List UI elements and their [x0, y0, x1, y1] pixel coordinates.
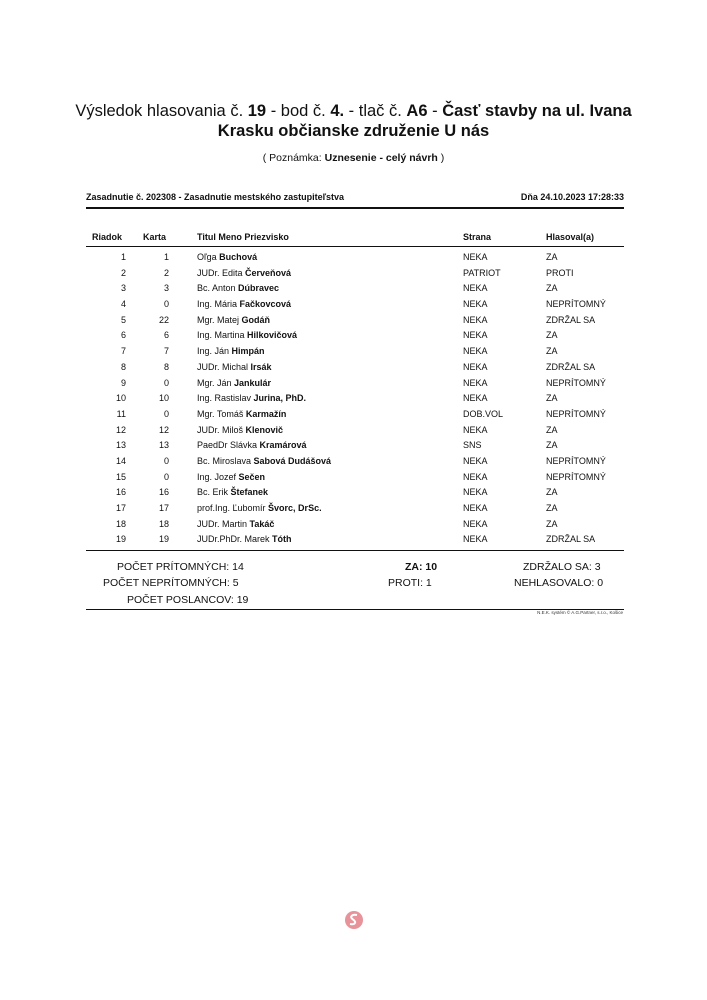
row-number: 2 [120, 267, 126, 278]
table-row [86, 344, 624, 360]
row-number: 15 [115, 471, 126, 482]
vote-number: 19 [247, 102, 267, 120]
row-number: 3 [120, 283, 126, 294]
party: NEKA [463, 518, 488, 529]
table-row [86, 485, 624, 501]
card-number: 0 [163, 471, 169, 482]
row-number: 18 [115, 518, 126, 529]
party: NEKA [463, 330, 488, 341]
member-title-first-name: Ing. Ján [197, 346, 232, 357]
row-number: 10 [115, 393, 126, 404]
vote-result: ZDRŽAL SA [546, 534, 596, 545]
vote-result: ZA [546, 330, 558, 341]
member-surname: Kramárová [259, 440, 307, 451]
member-title-first-name: JUDr. Martin [197, 518, 250, 529]
vote-result: NEPRÍTOMNÝ [546, 471, 606, 482]
vote-result: PROTI [546, 267, 574, 278]
note-value: Uznesenie - celý návrh [324, 152, 438, 164]
member-title-first-name: Bc. Erik [197, 487, 231, 498]
member-name [197, 534, 292, 544]
card-number: 22 [158, 314, 169, 325]
table-row [86, 391, 624, 407]
member-title-first-name: Ing. Mária [197, 299, 240, 310]
table-row [86, 266, 624, 282]
member-surname: Červeňová [245, 267, 292, 278]
header-party: Strana [463, 232, 492, 242]
member-name [197, 346, 265, 356]
table-row [86, 454, 624, 470]
title-text: Výsledok hlasovania č. [75, 102, 248, 120]
table-row [86, 407, 624, 423]
card-number: 0 [163, 455, 169, 466]
member-name [197, 440, 307, 450]
session-info [86, 192, 624, 202]
member-surname: Fačkovcová [239, 299, 292, 310]
party: NEKA [463, 377, 488, 388]
member-name [197, 252, 257, 262]
table-row [86, 250, 624, 266]
card-number: 1 [163, 252, 169, 262]
member-name [197, 330, 297, 340]
party: NEKA [463, 471, 488, 482]
city-logo-icon [344, 910, 364, 930]
member-name [197, 487, 268, 497]
session-date: Dňa 24.10.2023 17:28:33 [520, 192, 624, 202]
document-title [60, 101, 647, 141]
table-row [86, 360, 624, 376]
note [60, 152, 647, 164]
table-row [86, 501, 624, 517]
table-row [86, 470, 624, 486]
member-title-first-name: Bc. Anton [197, 283, 239, 294]
table-row [86, 438, 624, 454]
member-surname: Irsák [250, 361, 272, 372]
summary-present: POČET PRÍTOMNÝCH: 14 [117, 561, 244, 573]
header-row: Riadok [92, 232, 123, 242]
vote-result: ZA [546, 487, 558, 498]
table-row [86, 281, 624, 297]
party: NEKA [463, 534, 488, 545]
member-surname: Karmažín [245, 408, 287, 419]
row-number: 5 [120, 314, 126, 325]
table-row [86, 297, 624, 313]
member-title-first-name: JUDr. Miloš [197, 424, 246, 435]
member-name [197, 315, 270, 325]
row-number: 6 [120, 330, 126, 341]
vote-result: ZA [546, 283, 558, 294]
card-number: 0 [163, 408, 169, 419]
divider [86, 246, 624, 247]
member-title-first-name: Mgr. Ján [197, 377, 235, 388]
subject-line-1: Časť stavby na ul. Ivana [442, 102, 632, 120]
member-surname: Štefanek [230, 487, 269, 498]
member-title-first-name: Bc. Miroslava [197, 455, 254, 466]
member-surname: Jurina, PhD. [253, 393, 307, 404]
table-row [86, 328, 624, 344]
summary-za: ZA: 10 [405, 561, 438, 573]
summary-not-voted: NEHLASOVALO: 0 [514, 577, 604, 589]
member-surname: Jankulár [234, 377, 272, 388]
row-number: 4 [120, 299, 126, 310]
party: DOB.VOL [463, 408, 504, 419]
member-name [197, 503, 322, 513]
system-credit: N.E.K. systém © A.G.Partner, s.r.o., Košice [537, 610, 623, 615]
member-surname: Buchová [219, 252, 258, 262]
member-name [197, 425, 283, 435]
member-name [197, 378, 271, 388]
print-number: A6 [406, 102, 428, 120]
member-name [197, 362, 272, 372]
note-label: ( Poznámka: [262, 152, 325, 164]
party: NEKA [463, 346, 488, 357]
card-number: 17 [158, 503, 169, 513]
member-title-first-name: Oľga [197, 252, 220, 262]
member-surname: Klenovič [245, 424, 284, 435]
item-number: 4. [330, 102, 345, 120]
card-number: 16 [158, 487, 169, 498]
row-number: 12 [115, 424, 126, 435]
member-name [197, 519, 274, 529]
party: NEKA [463, 503, 488, 513]
card-number: 13 [158, 440, 169, 451]
member-title-first-name: JUDr. Edita [197, 267, 246, 278]
summary-absent: POČET NEPRÍTOMNÝCH: 5 [103, 577, 239, 589]
title-text: - [427, 102, 443, 120]
note-close: ) [437, 152, 445, 164]
member-surname: Takáč [249, 518, 275, 529]
card-number: 12 [158, 424, 169, 435]
member-title-first-name: PaedDr Slávka [197, 440, 260, 451]
row-number: 14 [115, 455, 126, 466]
title-text: - tlač č. [344, 102, 407, 120]
party: NEKA [463, 424, 488, 435]
member-surname: Švorc, DrSc. [268, 503, 322, 513]
vote-table [86, 250, 624, 548]
party: NEKA [463, 314, 488, 325]
vote-result: ZA [546, 424, 558, 435]
table-row [86, 313, 624, 329]
vote-result: ZA [546, 518, 558, 529]
member-surname: Godáň [241, 314, 271, 325]
row-number: 1 [120, 252, 126, 262]
member-title-first-name: JUDr. Michal [197, 361, 251, 372]
card-number: 0 [163, 299, 169, 310]
vote-result: ZA [546, 503, 558, 513]
party: PATRIOT [463, 267, 501, 278]
row-number: 16 [115, 487, 126, 498]
party: NEKA [463, 252, 488, 262]
summary-members: POČET POSLANCOV: 19 [127, 594, 249, 606]
table-row [86, 423, 624, 439]
header-card: Karta [143, 232, 167, 242]
member-name [197, 268, 291, 278]
header-name: Titul Meno Priezvisko [197, 232, 289, 242]
party: NEKA [463, 299, 488, 310]
card-number: 6 [163, 330, 169, 341]
row-number: 11 [116, 408, 126, 419]
member-surname: Hilkovičová [247, 330, 298, 341]
card-number: 10 [158, 393, 169, 404]
row-number: 13 [115, 440, 126, 451]
member-title-first-name: Ing. Rastislav [197, 393, 254, 404]
vote-result: ZDRŽAL SA [546, 361, 596, 372]
member-title-first-name: JUDr.PhDr. Marek [197, 534, 273, 545]
party: NEKA [463, 283, 488, 294]
vote-result: ZA [546, 346, 558, 357]
member-title-first-name: prof.Ing. Ľubomír [197, 503, 269, 513]
member-name [197, 456, 331, 466]
member-surname: Sabová Dudášová [253, 455, 332, 466]
subject-line-2: Krasku občianske združenie U nás [217, 122, 490, 140]
title-text: - bod č. [266, 102, 331, 120]
member-title-first-name: Ing. Martina [197, 330, 248, 341]
vote-result: NEPRÍTOMNÝ [546, 408, 606, 419]
summary-abstained: ZDRŽALO SA: 3 [523, 561, 601, 573]
party: SNS [463, 440, 482, 451]
card-number: 0 [163, 377, 169, 388]
table-row [86, 532, 624, 548]
table-row [86, 517, 624, 533]
row-number: 17 [115, 503, 126, 513]
member-title-first-name: Ing. Jozef [197, 471, 239, 482]
party: NEKA [463, 393, 488, 404]
session-name: Zasadnutie č. 202308 - Zasadnutie mestského zastupiteľstva [86, 192, 345, 202]
member-surname: Himpán [231, 346, 265, 357]
row-number: 7 [120, 346, 126, 357]
row-number: 19 [115, 534, 126, 545]
member-name [197, 409, 286, 419]
summary-proti: PROTI: 1 [388, 577, 432, 589]
card-number: 19 [158, 534, 169, 545]
divider [86, 207, 624, 209]
vote-result: NEPRÍTOMNÝ [546, 377, 606, 388]
member-surname: Dúbravec [238, 283, 280, 294]
card-number: 2 [163, 267, 169, 278]
vote-result: ZA [546, 440, 558, 451]
member-name [197, 299, 291, 309]
party: NEKA [463, 455, 488, 466]
divider [86, 550, 624, 551]
member-surname: Tóth [272, 534, 292, 545]
row-number: 9 [120, 377, 126, 388]
member-surname: Sečen [238, 471, 266, 482]
card-number: 18 [158, 518, 169, 529]
vote-result: NEPRÍTOMNÝ [546, 455, 606, 466]
card-number: 7 [163, 346, 169, 357]
card-number: 8 [163, 361, 169, 372]
member-name [197, 472, 265, 482]
party: NEKA [463, 487, 488, 498]
row-number: 8 [120, 361, 126, 372]
vote-result: ZA [546, 393, 558, 404]
vote-result: ZDRŽAL SA [546, 314, 596, 325]
card-number: 3 [163, 283, 169, 294]
party: NEKA [463, 361, 488, 372]
member-name [197, 283, 279, 293]
table-row [86, 376, 624, 392]
vote-result: NEPRÍTOMNÝ [546, 299, 606, 310]
member-title-first-name: Mgr. Tomáš [197, 408, 246, 419]
member-name [197, 393, 306, 403]
vote-result: ZA [546, 252, 558, 262]
table-header [86, 232, 624, 244]
member-title-first-name: Mgr. Matej [197, 314, 242, 325]
header-vote: Hlasoval(a) [546, 232, 595, 242]
